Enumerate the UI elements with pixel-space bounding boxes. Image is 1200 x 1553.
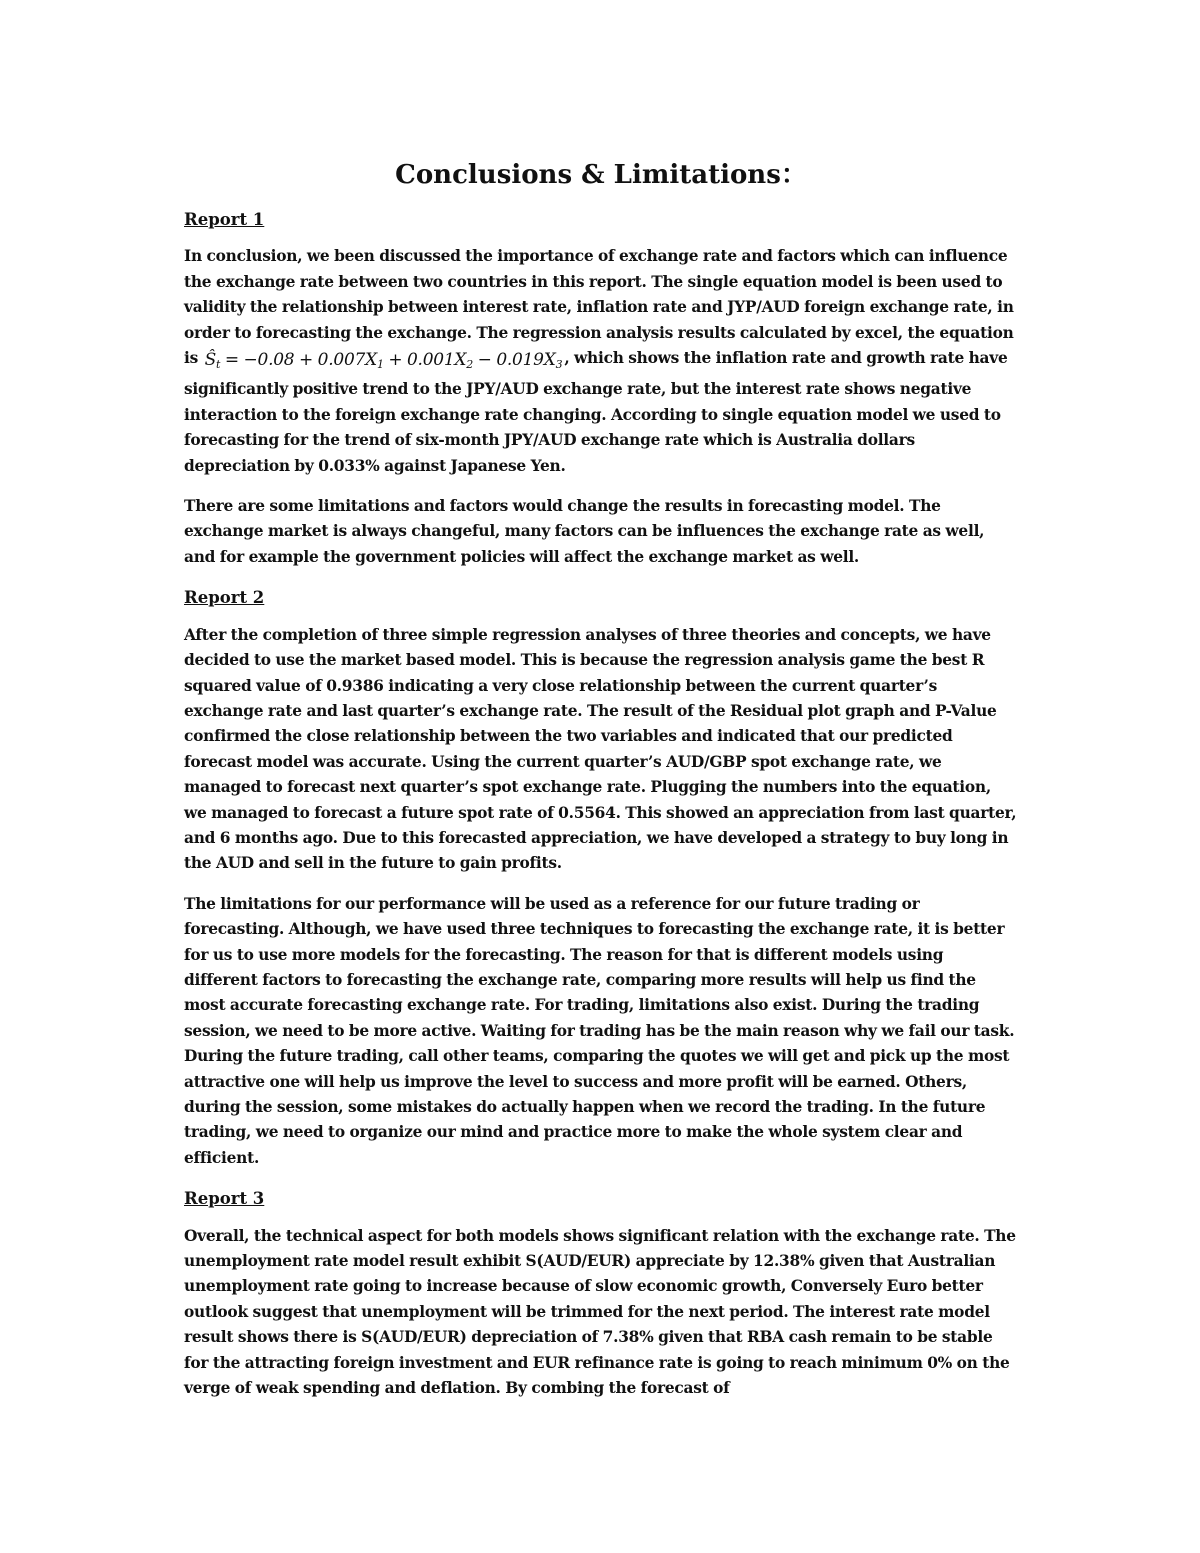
report-2-paragraph-1: After the completion of three simple regression analyses of three theories and concepts, we have decided to use the market based model. This is because the regression analysis game the best R squared value of 0.9386 indicating a very close relationship between the current quarter’s exchange rate and last quarter’s exchange rate. The result of the Residual plot graph and P-Value confirmed the close relationship between the two variables and indicated that our predicted forecast model was accurate. Using the current quarter’s AUD/GBP spot exchange rate, we managed to forecast next quarter’s spot exchange rate. Plugging the numbers into the equation, we managed to forecast a future spot rate of 0.5564. This showed an appreciation from last quarter, and 6 months ago. Due to this forecasted appreciation, we have developed a strategy to buy long in the AUD and sell in the future to gain profits. bbox=[184, 625, 1017, 873]
equation-term-2: + 0.001X bbox=[383, 350, 467, 371]
report-3-paragraph-1: Overall, the technical aspect for both models shows significant relation with the exchange rate. The unemployment rate model result exhibit S(AUD/EUR) appreciate by 12.38% given that Australian unemployment rate going to increase because of slow economic growth, Conversely Euro better outlook suggest that unemployment will be trimmed for the next period. The interest rate model result shows there is S(AUD/EUR) depreciation of 7.38% given that RBA cash remain to be stable for the attracting foreign investment and EUR refinance rate is going to reach minimum 0% on the verge of weak spending and deflation. By combing the forecast of bbox=[184, 1226, 1016, 1398]
report-3-section bbox=[184, 1186, 1018, 1401]
document-page bbox=[184, 157, 1018, 1416]
equation-sub-2: 2 bbox=[466, 358, 474, 372]
report-1-text-after-equation: , which shows the inflation rate and growth rate have significantly positive trend to the JPY/AUD exchange rate, but the interest rate shows negative interaction to the foreign exchange rate changing. According to single equation model we used to forecasting for the trend of six-month JPY/AUD exchange rate which is Australia dollars depreciation by 0.033% against Japanese Yen. bbox=[184, 349, 1008, 475]
report-1-section bbox=[184, 207, 1018, 570]
equation-term-3: − 0.019X bbox=[473, 350, 556, 371]
report-2-heading: Report 2 bbox=[184, 588, 265, 608]
equation-sub-3: 3 bbox=[555, 358, 563, 372]
equation-lhs-sub: t bbox=[216, 358, 221, 372]
equation-term-1: = −0.08 + 0.007X bbox=[220, 350, 377, 371]
report-1-paragraph-1 bbox=[184, 244, 1018, 479]
report-1-paragraph-2: There are some limitations and factors would change the results in forecasting model. The exchange market is always changeful, many factors can be influences the exchange rate as well, and for example the government policies will affect the exchange market as well. bbox=[184, 497, 985, 566]
page-title: Conclusions & Limitations： bbox=[395, 160, 807, 190]
report-3-heading: Report 3 bbox=[184, 1189, 265, 1209]
equation-sub-1: 1 bbox=[376, 358, 384, 372]
report-2-paragraph-2: The limitations for our performance will be used as a reference for our future trading or forecasting. Although, we have used three techniques to forecasting the exchange rate, it is better for us to use more models for the forecasting. The reason for that is different models using different factors to forecasting the exchange rate, comparing more results will help us find the most accurate forecasting exchange rate. For trading, limitations also exist. During the trading session, we need to be more active. Waiting for trading has be the main reason why we fail our task. During the future trading, call other teams, comparing the quotes we will get and pick up the most attractive one will help us improve the level to success and more profit will be earned. Others, during the session, some mistakes do actually happen when we record the trading. In the future trading, we need to organize our mind and practice more to make the whole system clear and efficient. bbox=[184, 894, 1015, 1167]
report-1-heading: Report 1 bbox=[184, 210, 265, 229]
regression-equation bbox=[205, 348, 563, 377]
report-2-section bbox=[184, 585, 1018, 1171]
report-1-text-before-equation: In conclusion, we been discussed the importance of exchange rate and factors which can influence the exchange rate between two countries in this report. The single equation model is been used to validity the relationship between interest rate, inflation rate and JYP/AUD foreign exchange rate, in order to forecasting the exchange. The regression analysis results calculated by excel, the equation is bbox=[184, 247, 1014, 368]
equation-lhs: Ŝ bbox=[204, 350, 217, 371]
